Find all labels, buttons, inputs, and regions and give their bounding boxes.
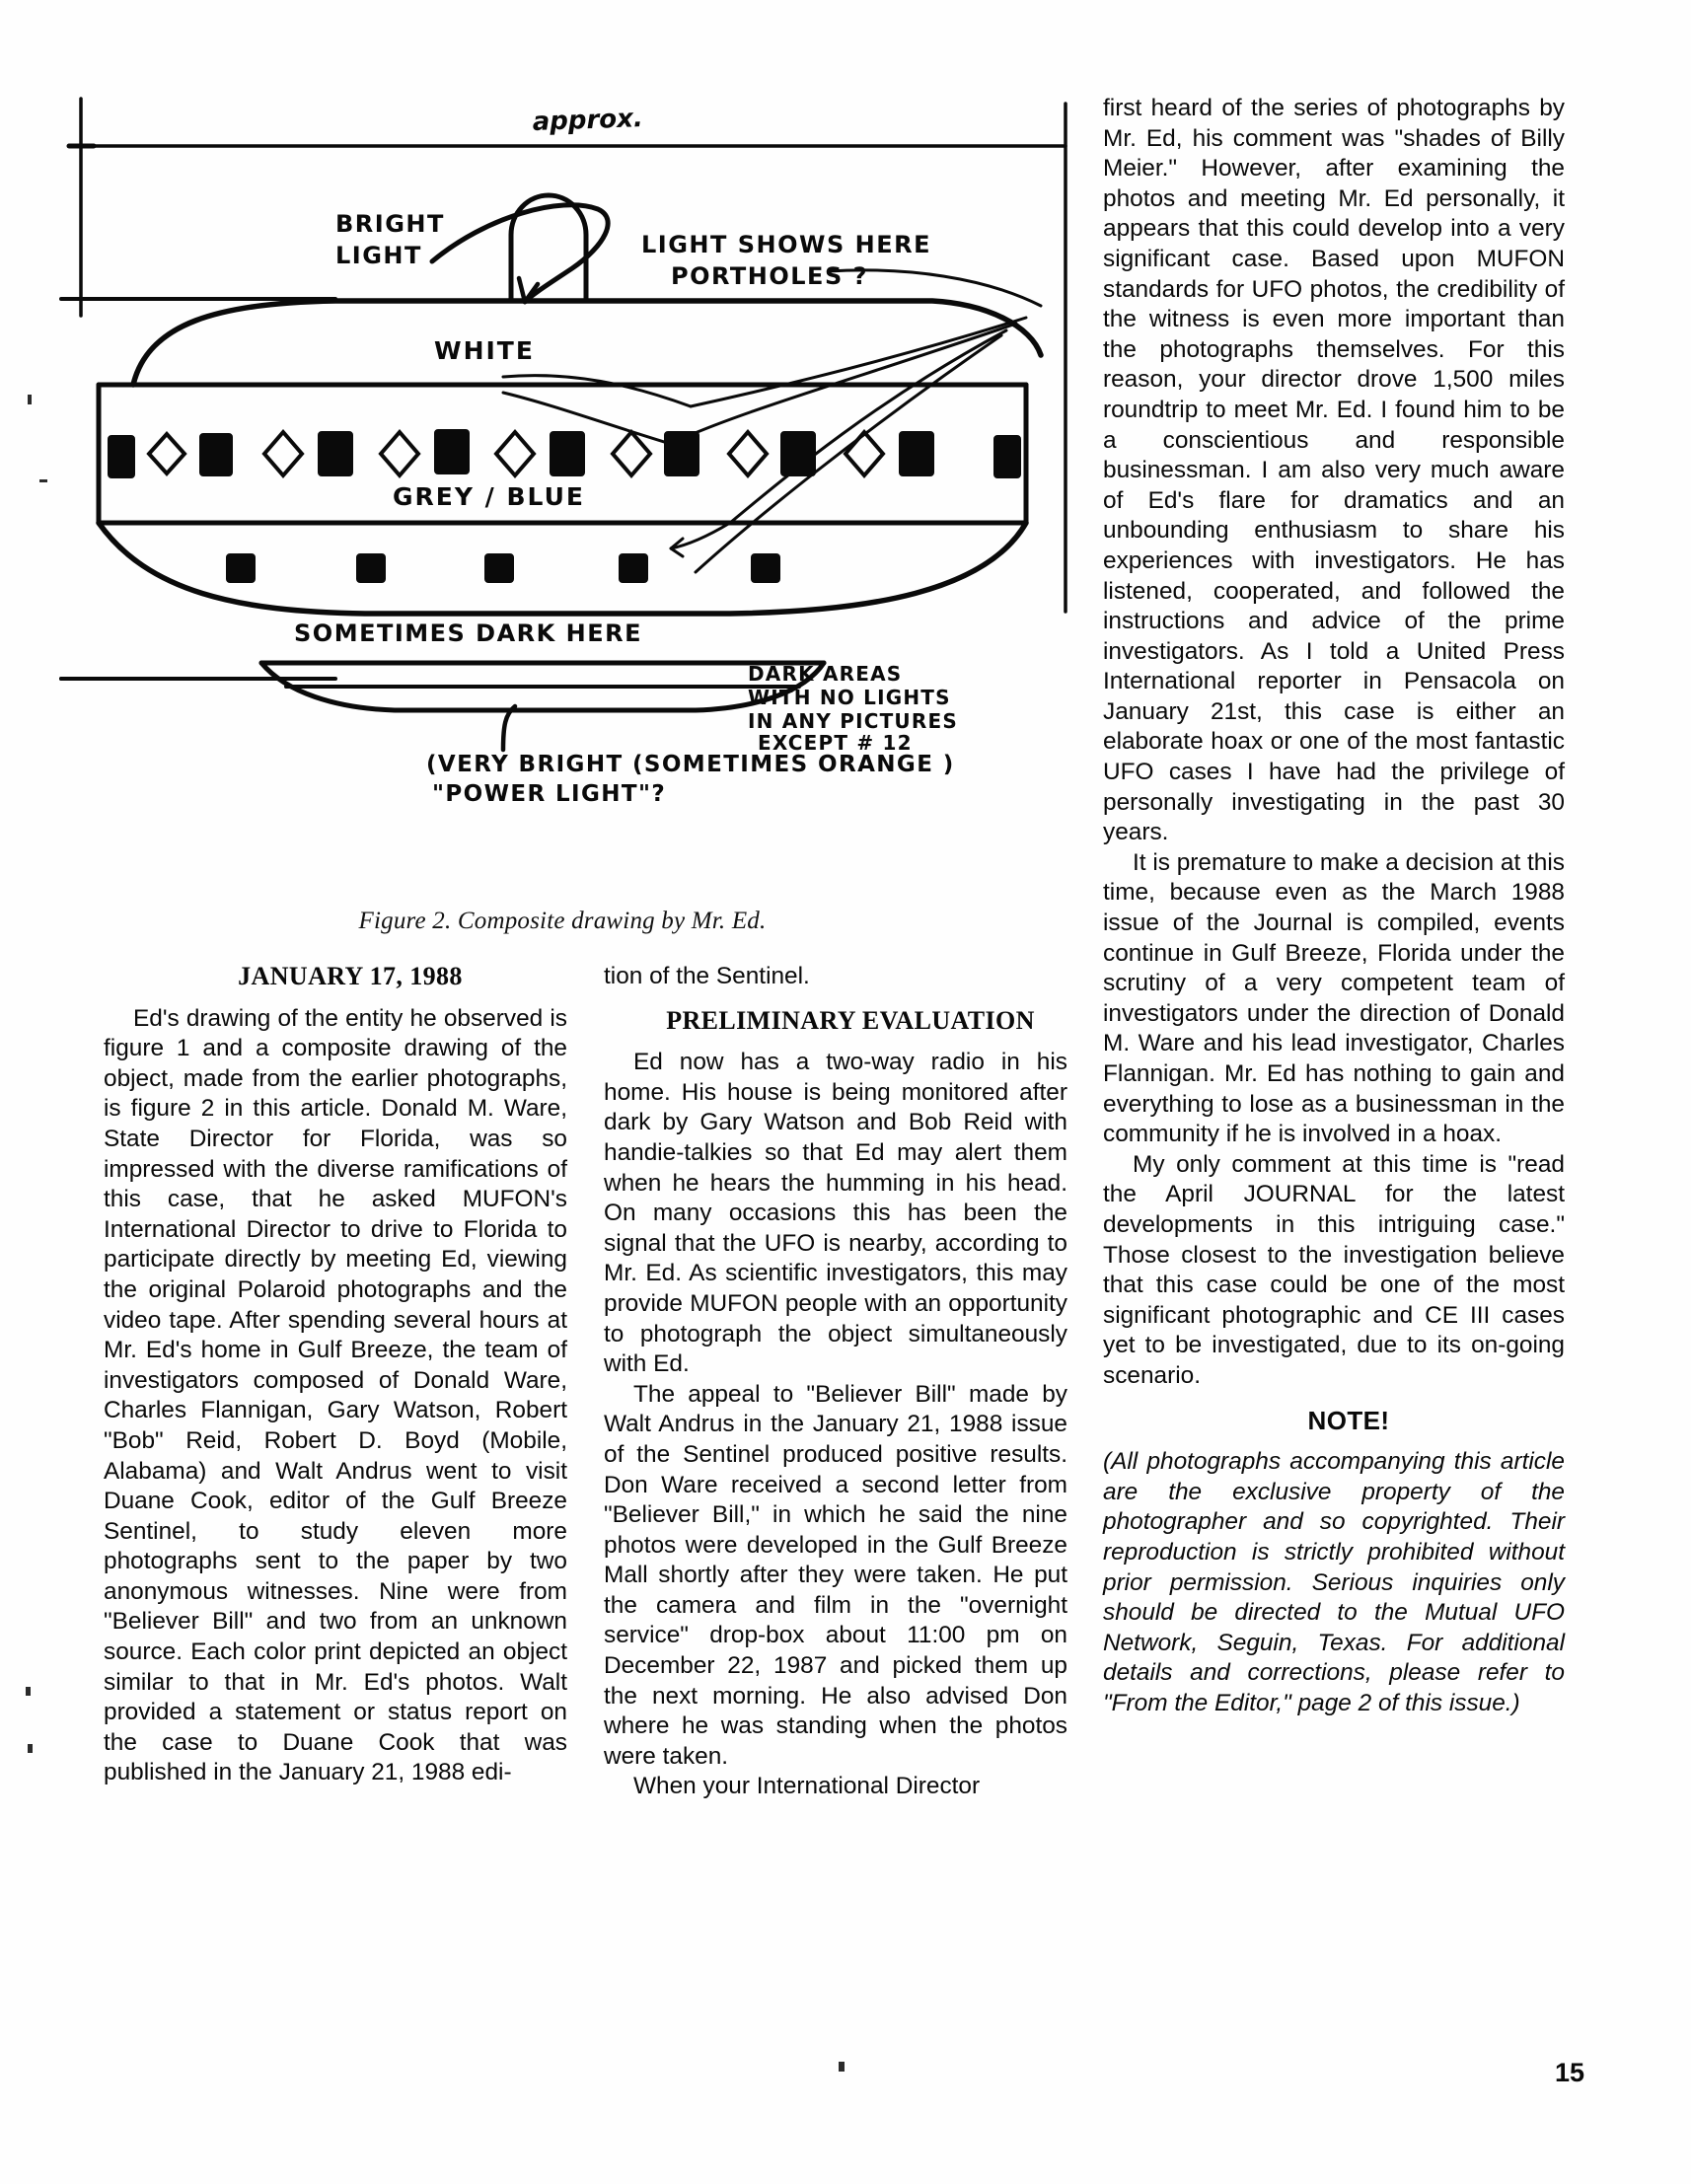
- scan-speck: [839, 2062, 845, 2072]
- label-dark-areas-line1: DARK AREAS: [748, 662, 903, 686]
- scan-speck: [28, 395, 32, 404]
- label-dark-areas-line3: IN ANY PICTURES: [748, 709, 958, 733]
- heading-note: NOTE!: [1307, 1405, 1390, 1435]
- label-dark-areas-line4: EXCEPT # 12: [758, 731, 913, 755]
- column-left: [104, 962, 567, 1788]
- label-grey-blue: GREY / BLUE: [393, 482, 585, 511]
- label-bright-light-line1: BRIGHT: [335, 210, 445, 238]
- label-white: WHITE: [434, 336, 535, 365]
- right-paragraph-1: first heard of the series of photographs by Mr. Ed, his comment was "shades of Billy Meier." However, after examining the photos and meeting Mr. Ed personally, it appears that this could develop into a very significant case. Based upon MUFON standards for UFO photos, the credibility of the witness is even more important than the photographs themselves. For this reason, your director drove 1,500 miles roundtrip to meet Mr. Ed. I found him to be a conscientious and responsible businessman. I am also very much aware of Ed's flare for dramatics and an unbounding enthusiasm to share his experiences with investigators. He has listened, cooperated, and followed the instructions and advice of the prime investigators. As I told a United Press International reporter in Pensacola on January 21st, this case is either an elaborate hoax or one of the most fantastic UFO cases I have had the privilege of personally investigating in the past 30 years.: [1103, 95, 1565, 846]
- middle-paragraph-1: Ed now has a two-way radio in his home. His house is being monitored after dark by Gary Watson and Bob Reid with handie-talkies so that Ed may alert them when he hears the humming in his head. On many occasions this has been the signal that the UFO is nearby, according to Mr. Ed. As scientific investigators, this may provide MUFON people with an opportunity to photograph the object simultaneously with Ed.: [604, 1049, 1067, 1378]
- figure-2-composite-drawing: [39, 59, 1085, 888]
- heading-preliminary-evaluation: PRELIMINARY EVALUATION: [666, 1005, 1035, 1035]
- label-dark-areas-line2: WITH NO LIGHTS: [748, 686, 951, 709]
- middle-paragraph-2: The appeal to "Believer Bill" made by Walt Andrus in the January 21, 1988 issue of the Sentinel produced positive results. Don Ware received a second letter from "Believer Bill," in which he said the nine photos were developed in the Gulf Breeze Mall shortly after they were taken. He put the camera and film in the "overnight service" drop-box about 11:00 pm on December 22, 1987 and picked them up the next morning. He also advised Don where he was standing when the photos were taken.: [604, 1380, 1067, 1770]
- label-bright-light-line2: LIGHT: [335, 242, 422, 269]
- heading-january-17-1988: JANUARY 17, 1988: [238, 962, 463, 990]
- label-portholes: PORTHOLES ?: [671, 262, 869, 290]
- label-approx: approx.: [532, 104, 644, 137]
- label-sometimes-dark-here: SOMETIMES DARK HERE: [294, 619, 642, 647]
- right-paragraph-2: It is premature to make a decision at this time, because even as the March 1988 issue of the Journal is compiled, events continue in Gulf Breeze, Florida under the scrutiny of a very competent team of investigators under the direction of Donald M. Ware and his lead investigator, Charles Flannigan. Mr. Ed has nothing to gain and everything to lose as a businessman in the community if he is involved in a hoax.: [1103, 848, 1565, 1148]
- left-paragraph-1: Ed's drawing of the entity he observed is figure 1 and a composite drawing of the object, made from the earlier photographs, is figure 2 in this article. Donald M. Ware, State Director for Florida, was so impressed with the diverse ramifications of this case, that he asked MUFON's International Director to drive to Florida to participate directly by meeting Ed, viewing the original Polaroid photographs and the video tape. After spending several hours at Mr. Ed's home in Gulf Breeze, the team of investigators composed of Donald Ware, Charles Flannigan, Gary Watson, Robert "Bob" Reid, Robert D. Boyd (Mobile, Alabama) and Walt Andrus went to visit Duane Cook, editor of the Gulf Breeze Sentinel, to study eleven more photographs sent to the paper by two anonymous witnesses. Nine were from "Believer Bill" and two from an unknown source. Each color print depicted an object similar to that in Mr. Ed's photos. Walt provided a statement or status report on the case to Duane Cook that was published in the January 21, 1988 edi-: [104, 1004, 567, 1786]
- right-paragraph-3: My only comment at this time is "read the April JOURNAL for the latest developments in this intriguing case." Those closest to the investigation believe that this case could be one of the most significant photographic and CE III cases yet to be investigated, due to its on-going scenario.: [1103, 1150, 1565, 1389]
- middle-lead-line: tion of the Sentinel.: [604, 963, 810, 989]
- column-middle: [604, 962, 1067, 1802]
- scan-speck: [39, 479, 47, 482]
- middle-paragraph-3: When your International Director: [633, 1773, 981, 1800]
- label-light-shows-here: LIGHT SHOWS HERE: [641, 231, 931, 258]
- column-right: [1103, 94, 1565, 1718]
- ufo-composite-drawing-svg: [39, 59, 1085, 888]
- page-number: 15: [1554, 2058, 1584, 2087]
- label-power-light-line2: "POWER LIGHT"?: [432, 781, 667, 807]
- figure-caption: Figure 2. Composite drawing by Mr. Ed.: [358, 908, 767, 934]
- label-power-light-line1: (VERY BRIGHT (SOMETIMES ORANGE ): [426, 752, 955, 777]
- scan-speck: [26, 1687, 31, 1696]
- scan-speck: [28, 1744, 33, 1753]
- note-copyright-text: (All photographs accompanying this article are the exclusive property of the photographer and so copyrighted. Their reproduction is strictly prohibited without prior permission. Serious inquiries only should be directed to the Mutual UFO Network, Seguin, Texas. For additional details and corrections, please refer to "From the Editor," page 2 of this issue.): [1103, 1448, 1565, 1716]
